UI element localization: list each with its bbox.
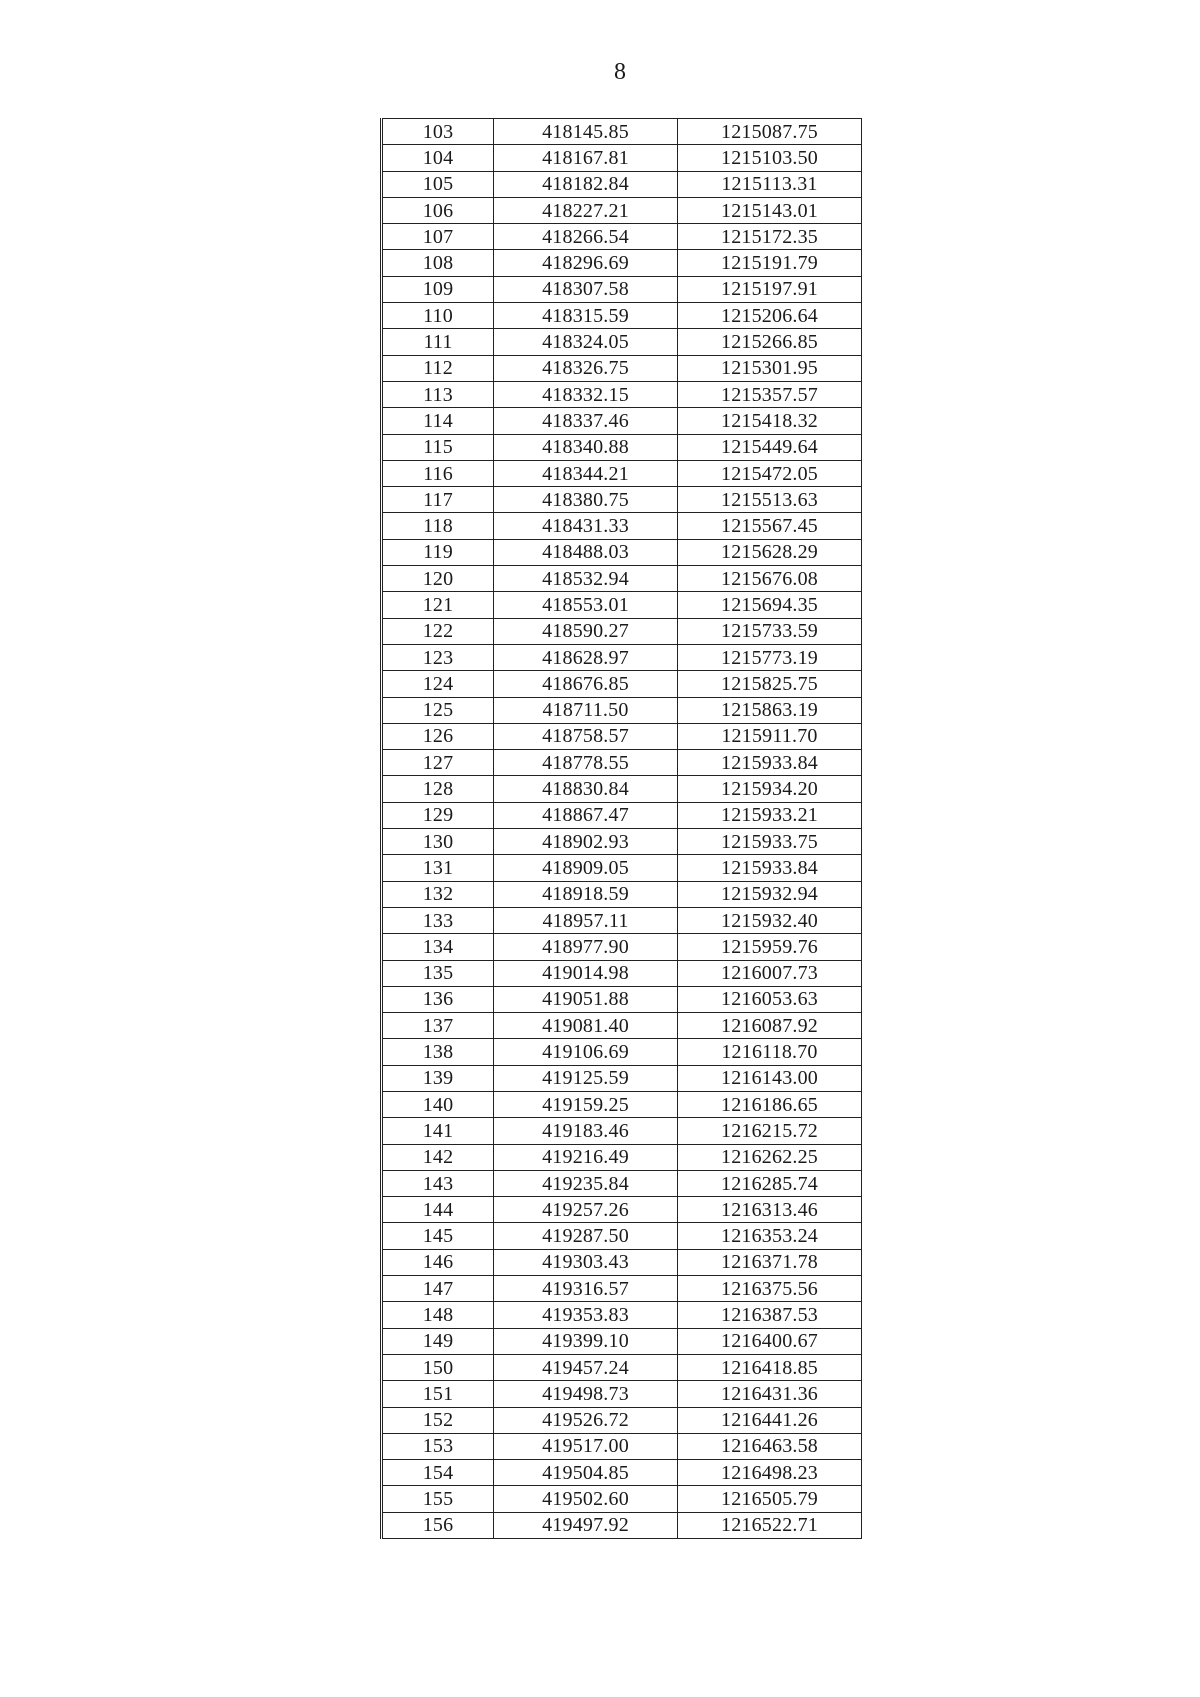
table-row — [382, 1276, 862, 1302]
table-row — [382, 618, 862, 644]
point-number-cell: 108 — [382, 250, 494, 276]
y-coordinate-cell: 1215172.35 — [678, 224, 862, 250]
table-row — [382, 960, 862, 986]
y-coordinate-cell: 1216498.23 — [678, 1460, 862, 1486]
y-coordinate-cell: 1216387.53 — [678, 1302, 862, 1328]
table-row — [382, 776, 862, 802]
point-number-cell: 127 — [382, 750, 494, 776]
y-coordinate-cell: 1215932.40 — [678, 907, 862, 933]
x-coordinate-cell: 418307.58 — [494, 276, 678, 302]
point-number-cell: 153 — [382, 1433, 494, 1459]
point-number-cell: 148 — [382, 1302, 494, 1328]
point-number-cell: 129 — [382, 802, 494, 828]
table-row — [382, 250, 862, 276]
point-number-cell: 145 — [382, 1223, 494, 1249]
point-number-cell: 135 — [382, 960, 494, 986]
table-row — [382, 723, 862, 749]
y-coordinate-cell: 1215911.70 — [678, 723, 862, 749]
table-row — [382, 408, 862, 434]
table-row — [382, 697, 862, 723]
point-number-cell: 130 — [382, 829, 494, 855]
table-row — [382, 1144, 862, 1170]
table-row — [382, 513, 862, 539]
y-coordinate-cell: 1215513.63 — [678, 487, 862, 513]
x-coordinate-cell: 418344.21 — [494, 460, 678, 486]
y-coordinate-cell: 1216375.56 — [678, 1276, 862, 1302]
point-number-cell: 139 — [382, 1065, 494, 1091]
y-coordinate-cell: 1216522.71 — [678, 1512, 862, 1538]
table-row — [382, 934, 862, 960]
y-coordinate-cell: 1215301.95 — [678, 355, 862, 381]
point-number-cell: 117 — [382, 487, 494, 513]
x-coordinate-cell: 418711.50 — [494, 697, 678, 723]
point-number-cell: 151 — [382, 1381, 494, 1407]
point-number-cell: 110 — [382, 303, 494, 329]
y-coordinate-cell: 1215103.50 — [678, 145, 862, 171]
table-row — [382, 1433, 862, 1459]
table-row — [382, 145, 862, 171]
y-coordinate-cell: 1216215.72 — [678, 1118, 862, 1144]
y-coordinate-cell: 1215733.59 — [678, 618, 862, 644]
x-coordinate-cell: 418957.11 — [494, 907, 678, 933]
x-coordinate-cell: 418676.85 — [494, 671, 678, 697]
x-coordinate-cell: 419216.49 — [494, 1144, 678, 1170]
point-number-cell: 119 — [382, 539, 494, 565]
y-coordinate-cell: 1215934.20 — [678, 776, 862, 802]
point-number-cell: 142 — [382, 1144, 494, 1170]
table-row — [382, 171, 862, 197]
table-body — [382, 119, 862, 1539]
x-coordinate-cell: 419498.73 — [494, 1381, 678, 1407]
y-coordinate-cell: 1215113.31 — [678, 171, 862, 197]
y-coordinate-cell: 1215863.19 — [678, 697, 862, 723]
x-coordinate-cell: 418296.69 — [494, 250, 678, 276]
point-number-cell: 124 — [382, 671, 494, 697]
y-coordinate-cell: 1215191.79 — [678, 250, 862, 276]
x-coordinate-cell: 419399.10 — [494, 1328, 678, 1354]
table-row — [382, 460, 862, 486]
x-coordinate-cell: 418145.85 — [494, 119, 678, 145]
x-coordinate-cell: 418227.21 — [494, 197, 678, 223]
table-row — [382, 434, 862, 460]
point-number-cell: 150 — [382, 1354, 494, 1380]
point-number-cell: 122 — [382, 618, 494, 644]
point-number-cell: 111 — [382, 329, 494, 355]
y-coordinate-cell: 1215694.35 — [678, 592, 862, 618]
x-coordinate-cell: 419081.40 — [494, 1013, 678, 1039]
x-coordinate-cell: 419504.85 — [494, 1460, 678, 1486]
y-coordinate-cell: 1215676.08 — [678, 566, 862, 592]
x-coordinate-cell: 419303.43 — [494, 1249, 678, 1275]
x-coordinate-cell: 419497.92 — [494, 1512, 678, 1538]
x-coordinate-cell: 419125.59 — [494, 1065, 678, 1091]
table-row — [382, 1013, 862, 1039]
point-number-cell: 137 — [382, 1013, 494, 1039]
table-row — [382, 592, 862, 618]
point-number-cell: 121 — [382, 592, 494, 618]
point-number-cell: 141 — [382, 1118, 494, 1144]
table-row — [382, 750, 862, 776]
point-number-cell: 120 — [382, 566, 494, 592]
point-number-cell: 155 — [382, 1486, 494, 1512]
point-number-cell: 106 — [382, 197, 494, 223]
point-number-cell: 154 — [382, 1460, 494, 1486]
y-coordinate-cell: 1216313.46 — [678, 1197, 862, 1223]
x-coordinate-cell: 419502.60 — [494, 1486, 678, 1512]
y-coordinate-cell: 1215628.29 — [678, 539, 862, 565]
x-coordinate-cell: 418778.55 — [494, 750, 678, 776]
y-coordinate-cell: 1215143.01 — [678, 197, 862, 223]
table-row — [382, 1512, 862, 1538]
table-row — [382, 1302, 862, 1328]
point-number-cell: 140 — [382, 1091, 494, 1117]
x-coordinate-cell: 418830.84 — [494, 776, 678, 802]
y-coordinate-cell: 1216463.58 — [678, 1433, 862, 1459]
point-number-cell: 107 — [382, 224, 494, 250]
y-coordinate-cell: 1216371.78 — [678, 1249, 862, 1275]
page-number: 8 — [614, 59, 626, 85]
x-coordinate-cell: 418867.47 — [494, 802, 678, 828]
point-number-cell: 146 — [382, 1249, 494, 1275]
point-number-cell: 123 — [382, 644, 494, 670]
point-number-cell: 156 — [382, 1512, 494, 1538]
y-coordinate-cell: 1216186.65 — [678, 1091, 862, 1117]
y-coordinate-cell: 1216505.79 — [678, 1486, 862, 1512]
table-row — [382, 855, 862, 881]
y-coordinate-cell: 1216143.00 — [678, 1065, 862, 1091]
y-coordinate-cell: 1215933.84 — [678, 855, 862, 881]
point-number-cell: 128 — [382, 776, 494, 802]
table-row — [382, 1197, 862, 1223]
y-coordinate-cell: 1216007.73 — [678, 960, 862, 986]
x-coordinate-cell: 419517.00 — [494, 1433, 678, 1459]
x-coordinate-cell: 418590.27 — [494, 618, 678, 644]
point-number-cell: 143 — [382, 1170, 494, 1196]
x-coordinate-cell: 418324.05 — [494, 329, 678, 355]
y-coordinate-cell: 1215932.94 — [678, 881, 862, 907]
y-coordinate-cell: 1215567.45 — [678, 513, 862, 539]
y-coordinate-cell: 1215449.64 — [678, 434, 862, 460]
y-coordinate-cell: 1216353.24 — [678, 1223, 862, 1249]
table-row — [382, 1486, 862, 1512]
coordinates-table — [380, 118, 862, 1539]
table-row — [382, 881, 862, 907]
table-row — [382, 303, 862, 329]
x-coordinate-cell: 419457.24 — [494, 1354, 678, 1380]
table-row — [382, 671, 862, 697]
y-coordinate-cell: 1215266.85 — [678, 329, 862, 355]
x-coordinate-cell: 418909.05 — [494, 855, 678, 881]
y-coordinate-cell: 1215773.19 — [678, 644, 862, 670]
y-coordinate-cell: 1216118.70 — [678, 1039, 862, 1065]
table-row — [382, 566, 862, 592]
y-coordinate-cell: 1215206.64 — [678, 303, 862, 329]
x-coordinate-cell: 418340.88 — [494, 434, 678, 460]
x-coordinate-cell: 418315.59 — [494, 303, 678, 329]
table-row — [382, 1407, 862, 1433]
x-coordinate-cell: 418182.84 — [494, 171, 678, 197]
x-coordinate-cell: 418380.75 — [494, 487, 678, 513]
table-row — [382, 1170, 862, 1196]
table-row — [382, 1118, 862, 1144]
point-number-cell: 115 — [382, 434, 494, 460]
table-row — [382, 1039, 862, 1065]
y-coordinate-cell: 1215933.21 — [678, 802, 862, 828]
table-row — [382, 644, 862, 670]
x-coordinate-cell: 418918.59 — [494, 881, 678, 907]
point-number-cell: 132 — [382, 881, 494, 907]
y-coordinate-cell: 1216285.74 — [678, 1170, 862, 1196]
point-number-cell: 134 — [382, 934, 494, 960]
point-number-cell: 114 — [382, 408, 494, 434]
table-row — [382, 1091, 862, 1117]
point-number-cell: 113 — [382, 381, 494, 407]
table-row — [382, 539, 862, 565]
x-coordinate-cell: 418332.15 — [494, 381, 678, 407]
x-coordinate-cell: 419183.46 — [494, 1118, 678, 1144]
x-coordinate-cell: 419051.88 — [494, 986, 678, 1012]
y-coordinate-cell: 1216053.63 — [678, 986, 862, 1012]
table-row — [382, 1354, 862, 1380]
table-row — [382, 224, 862, 250]
x-coordinate-cell: 419106.69 — [494, 1039, 678, 1065]
table-row — [382, 381, 862, 407]
point-number-cell: 131 — [382, 855, 494, 881]
x-coordinate-cell: 418431.33 — [494, 513, 678, 539]
table-row — [382, 329, 862, 355]
table-row — [382, 829, 862, 855]
point-number-cell: 138 — [382, 1039, 494, 1065]
y-coordinate-cell: 1216441.26 — [678, 1407, 862, 1433]
x-coordinate-cell: 419353.83 — [494, 1302, 678, 1328]
x-coordinate-cell: 418266.54 — [494, 224, 678, 250]
y-coordinate-cell: 1216400.67 — [678, 1328, 862, 1354]
point-number-cell: 109 — [382, 276, 494, 302]
y-coordinate-cell: 1216087.92 — [678, 1013, 862, 1039]
point-number-cell: 103 — [382, 119, 494, 145]
table-row — [382, 1249, 862, 1275]
table-row — [382, 1460, 862, 1486]
x-coordinate-cell: 418326.75 — [494, 355, 678, 381]
x-coordinate-cell: 419235.84 — [494, 1170, 678, 1196]
point-number-cell: 126 — [382, 723, 494, 749]
point-number-cell: 136 — [382, 986, 494, 1012]
table-row — [382, 276, 862, 302]
point-number-cell: 116 — [382, 460, 494, 486]
table-row — [382, 1381, 862, 1407]
table-row — [382, 907, 862, 933]
x-coordinate-cell: 418553.01 — [494, 592, 678, 618]
y-coordinate-cell: 1215357.57 — [678, 381, 862, 407]
x-coordinate-cell: 418628.97 — [494, 644, 678, 670]
point-number-cell: 152 — [382, 1407, 494, 1433]
point-number-cell: 118 — [382, 513, 494, 539]
x-coordinate-cell: 418167.81 — [494, 145, 678, 171]
point-number-cell: 147 — [382, 1276, 494, 1302]
point-number-cell: 105 — [382, 171, 494, 197]
x-coordinate-cell: 419526.72 — [494, 1407, 678, 1433]
x-coordinate-cell: 419287.50 — [494, 1223, 678, 1249]
x-coordinate-cell: 418488.03 — [494, 539, 678, 565]
y-coordinate-cell: 1215933.75 — [678, 829, 862, 855]
y-coordinate-cell: 1215825.75 — [678, 671, 862, 697]
y-coordinate-cell: 1216418.85 — [678, 1354, 862, 1380]
table-row — [382, 1065, 862, 1091]
table-row — [382, 1223, 862, 1249]
y-coordinate-cell: 1215933.84 — [678, 750, 862, 776]
point-number-cell: 104 — [382, 145, 494, 171]
point-number-cell: 144 — [382, 1197, 494, 1223]
point-number-cell: 133 — [382, 907, 494, 933]
point-number-cell: 125 — [382, 697, 494, 723]
table-row — [382, 1328, 862, 1354]
x-coordinate-cell: 419257.26 — [494, 1197, 678, 1223]
table-row — [382, 119, 862, 145]
point-number-cell: 149 — [382, 1328, 494, 1354]
y-coordinate-cell: 1216262.25 — [678, 1144, 862, 1170]
x-coordinate-cell: 418337.46 — [494, 408, 678, 434]
point-number-cell: 112 — [382, 355, 494, 381]
table-row — [382, 986, 862, 1012]
x-coordinate-cell: 419014.98 — [494, 960, 678, 986]
table-row — [382, 355, 862, 381]
x-coordinate-cell: 419159.25 — [494, 1091, 678, 1117]
y-coordinate-cell: 1215472.05 — [678, 460, 862, 486]
table-row — [382, 197, 862, 223]
x-coordinate-cell: 418758.57 — [494, 723, 678, 749]
x-coordinate-cell: 418977.90 — [494, 934, 678, 960]
x-coordinate-cell: 418532.94 — [494, 566, 678, 592]
y-coordinate-cell: 1215418.32 — [678, 408, 862, 434]
y-coordinate-cell: 1215087.75 — [678, 119, 862, 145]
y-coordinate-cell: 1215959.76 — [678, 934, 862, 960]
table-row — [382, 802, 862, 828]
x-coordinate-cell: 419316.57 — [494, 1276, 678, 1302]
x-coordinate-cell: 418902.93 — [494, 829, 678, 855]
y-coordinate-cell: 1215197.91 — [678, 276, 862, 302]
table-row — [382, 487, 862, 513]
y-coordinate-cell: 1216431.36 — [678, 1381, 862, 1407]
